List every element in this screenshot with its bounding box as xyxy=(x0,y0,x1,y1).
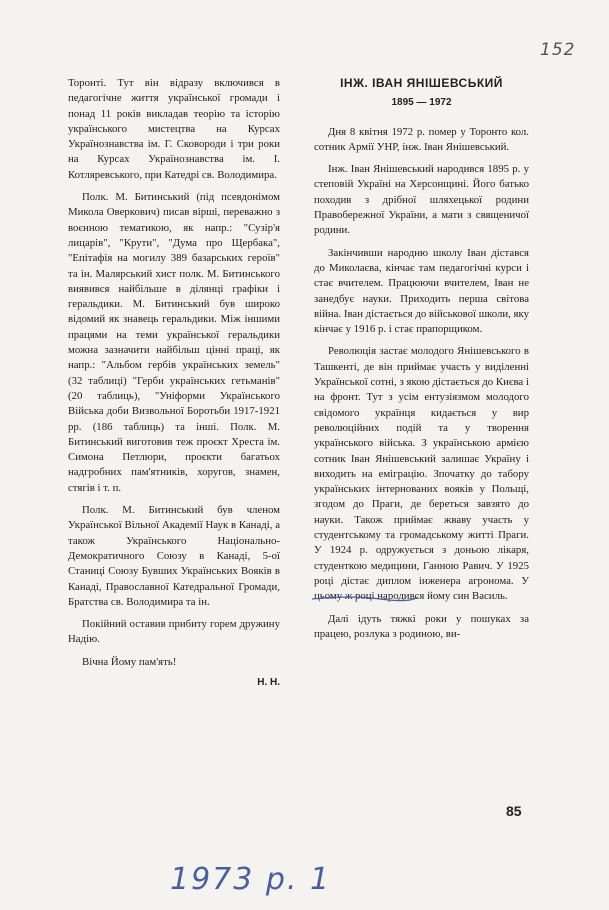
handwritten-folio-number: 152 xyxy=(540,40,576,60)
left-paragraph-5: Вічна Йому пам'ять! xyxy=(82,655,177,668)
left-paragraph-2: Полк. М. Битинський (під псевдонімом Микола Оверкович) писав вірші, переважно з воєнною тематикою, як напр.: "Сузір'я лицарів", "Крути", "Дума про Щербака", "Епітафія на могилу 389 базарських героїв" та ін. Малярський хист полк. М. Битинського виявився найбільше в ділянці графіки і геральдики. М. Битинський був широко відомий як знавець геральдики. Між іншими працями на теми української геральдики можна зазначити найбільш цінні праці, як напр.: "Альбом гербів українських земель" (32 таблиці) "Герби українських гетьманів" (20 таблиць), "Уніформи Українського Війська доби Визвольної Боротьби 1917-1921 рр. (186 таблиць) та інші. Полк. М. Битинський виготовив теж проєкт Хреста ім. Симона Петлюри, проєкти багатьох надгробних пам'ятників, хоругов, знамен, стягів і т. п. xyxy=(68,191,280,494)
article-title: ІНЖ. ІВАН ЯНІШЕВСЬКИЙ xyxy=(340,76,503,90)
article-years: 1895 — 1972 xyxy=(391,97,452,109)
author-signature: Н. Н. xyxy=(257,676,280,688)
left-paragraph-1: Торонті. Тут він відразу включився в педагогічне життя української громади і понад 11 років викладав теорію та історію українського мистецтва на Курсах Українознавства ім. Г. Сковороди і три роки на Курсах Українознавства ім. І. Котляревського, при Катедрі св. Володимира. xyxy=(68,77,280,181)
right-paragraph-1: Дня 8 квітня 1972 р. помер у Торонто кол. сотник Армії УНР, інж. Іван Янішевський. xyxy=(314,125,529,153)
left-paragraph-4: Покійний оставив прибиту горем дружину Надію. xyxy=(68,618,280,646)
right-paragraph-3: Закінчивши народню школу Іван дістався до Миколаєва, кінчає там педагогічні курси і стає вчителем. Працюючи вчителем, Іван не занедбує науки. Приходить перша світова війна. Іван дістається до військової школи, яку кінчає у 1916 р. і стає прапорщиком. xyxy=(314,246,530,336)
printed-page-number: 85 xyxy=(506,803,522,819)
right-paragraph-4: Революція застає молодого Янішевського в Ташкенті, де він приймає участь у виділенні Української сотні, з якою дістається до Києва і на фронт. Тут з усім ентузіязмом молодого свідомого українця кидається у вир революційних подій та у творення українського війська. З українською армією сотник Іван Янішевський залишає Україну і виходить на еміграцію. Зпочатку до табору українських інтернованих вояків у Польщі, згодом до Праги, де береться завзято до науки. Також приймає жваву участь у студентському та громадському житті Праги. У 1924 р. одружується з доньою лікаря, студенткою медицини, Ганною Равич. У 1925 році дістає диплом інженера агронома. У цьому ж році народився йому син Василь. xyxy=(314,345,529,603)
left-column xyxy=(68,76,280,690)
handwritten-date: 1973 р. 1 xyxy=(170,862,332,897)
handwritten-underline xyxy=(310,593,420,603)
right-column xyxy=(314,76,529,649)
right-paragraph-2: Інж. Іван Янішевський народився 1895 р. у степовій Україні на Херсонщині. Його батько походив з дрібної шляхецької родини Правобережної України, а мати з священичої родини. xyxy=(314,163,529,237)
right-paragraph-5: Далі ідуть тяжкі роки у пошуках за працею, розлука з родиною, ви- xyxy=(314,612,529,640)
left-paragraph-3: Полк. М. Битинський був членом Української Вільної Академії Наук в Канаді, а також Українського Національно-Демократичного Союзу в Канаді, 5-ої Станиці Союзу Бувших Українських Вояків в Канаді, Православної Катедральної Громади, Братства св. Володимира та ін. xyxy=(68,504,280,608)
